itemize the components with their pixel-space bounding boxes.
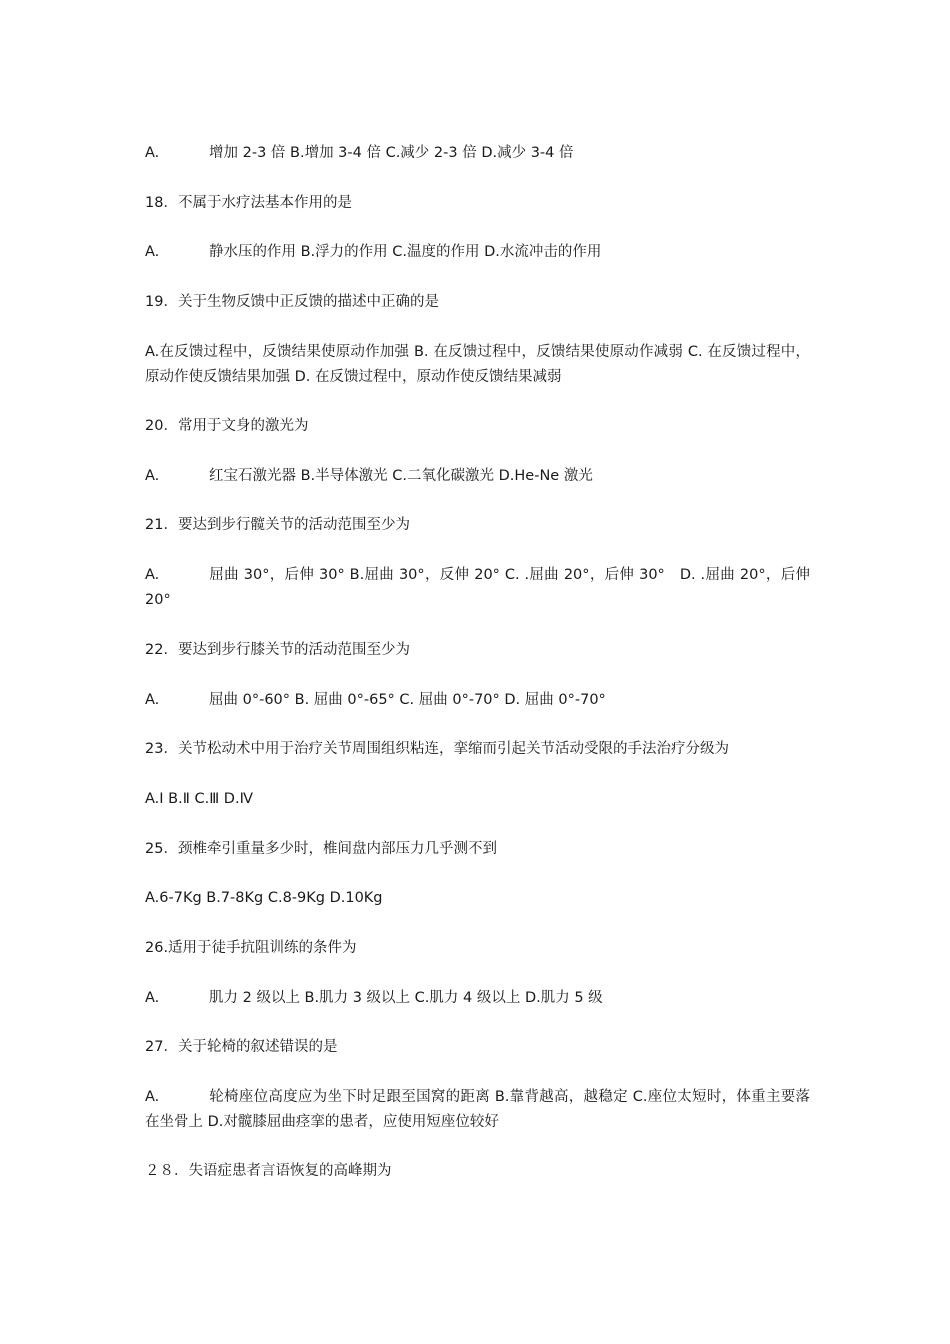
option-paragraph: A.在反馈过程中，反馈结果使原动作加强 B. 在反馈过程中，反馈结果使原动作减弱 C. 在反馈过程中，原动作使反馈结果加强 D. 在反馈过程中，原动作使反馈结果减弱: [145, 344, 810, 385]
option-paragraph: [145, 1085, 810, 1135]
option-letter: A.: [145, 990, 160, 1006]
option-text: 增加 2-3 倍 B.增加 3-4 倍 C.减少 2-3 倍 D.减少 3-4 倍: [209, 145, 574, 161]
option-line: [145, 141, 810, 166]
question-27: 27．关于轮椅的叙述错误的是: [145, 1039, 338, 1055]
option-letter: A.: [145, 468, 160, 484]
option-text: 屈曲 30°，后伸 30° B.屈曲 30°，反伸 20° C. .屈曲 20°，后伸 30° D. .屈曲 20°，后伸 20°: [145, 567, 810, 608]
question-25: 25．颈椎牵引重量多少时，椎间盘内部压力几乎测不到: [145, 841, 497, 857]
option-letter: A.: [145, 145, 160, 161]
question-20: 20．常用于文身的激光为: [145, 418, 309, 434]
option-text: 屈曲 0°-60° B. 屈曲 0°-65° C. 屈曲 0°-70° D. 屈曲 0°-70°: [209, 692, 606, 708]
option-text: 肌力 2 级以上 B.肌力 3 级以上 C.肌力 4 级以上 D.肌力 5 级: [209, 990, 603, 1006]
option-line: [145, 240, 810, 265]
option-line: A.6-7Kg B.7-8Kg C.8-9Kg D.10Kg: [145, 890, 383, 906]
question-18: 18．不属于水疗法基本作用的是: [145, 195, 352, 211]
question-28: ２８．失语症患者言语恢复的高峰期为: [145, 1163, 392, 1179]
option-line: [145, 986, 810, 1011]
option-text: 轮椅座位高度应为坐下时足跟至国窝的距离 B.靠背越高，越稳定 C.座位太短时，体重主要落在坐骨上 D.对髋膝屈曲痉挛的患者，应使用短座位较好: [145, 1089, 810, 1130]
question-26: 26.适用于徒手抗阻训练的条件为: [145, 940, 357, 956]
option-letter: A.: [145, 567, 160, 583]
option-letter: A.: [145, 692, 160, 708]
question-19: 19．关于生物反馈中正反馈的描述中正确的是: [145, 294, 439, 310]
option-letter: A.: [145, 1089, 160, 1105]
question-22: 22．要达到步行膝关节的活动范围至少为: [145, 642, 410, 658]
option-letter: A.: [145, 244, 160, 260]
option-line: A.Ⅰ B.Ⅱ C.Ⅲ D.Ⅳ: [145, 791, 253, 807]
option-text: 静水压的作用 B.浮力的作用 C.温度的作用 D.水流冲击的作用: [209, 244, 602, 260]
option-text: 红宝石激光器 B.半导体激光 C.二氧化碳激光 D.He-Ne 激光: [209, 468, 593, 484]
question-23: 23．关节松动术中用于治疗关节周围组织粘连，挛缩而引起关节活动受限的手法治疗分级为: [145, 741, 729, 757]
option-line: [145, 464, 810, 489]
question-21: 21．要达到步行髋关节的活动范围至少为: [145, 517, 410, 533]
option-line: [145, 688, 810, 713]
option-paragraph: [145, 563, 810, 613]
